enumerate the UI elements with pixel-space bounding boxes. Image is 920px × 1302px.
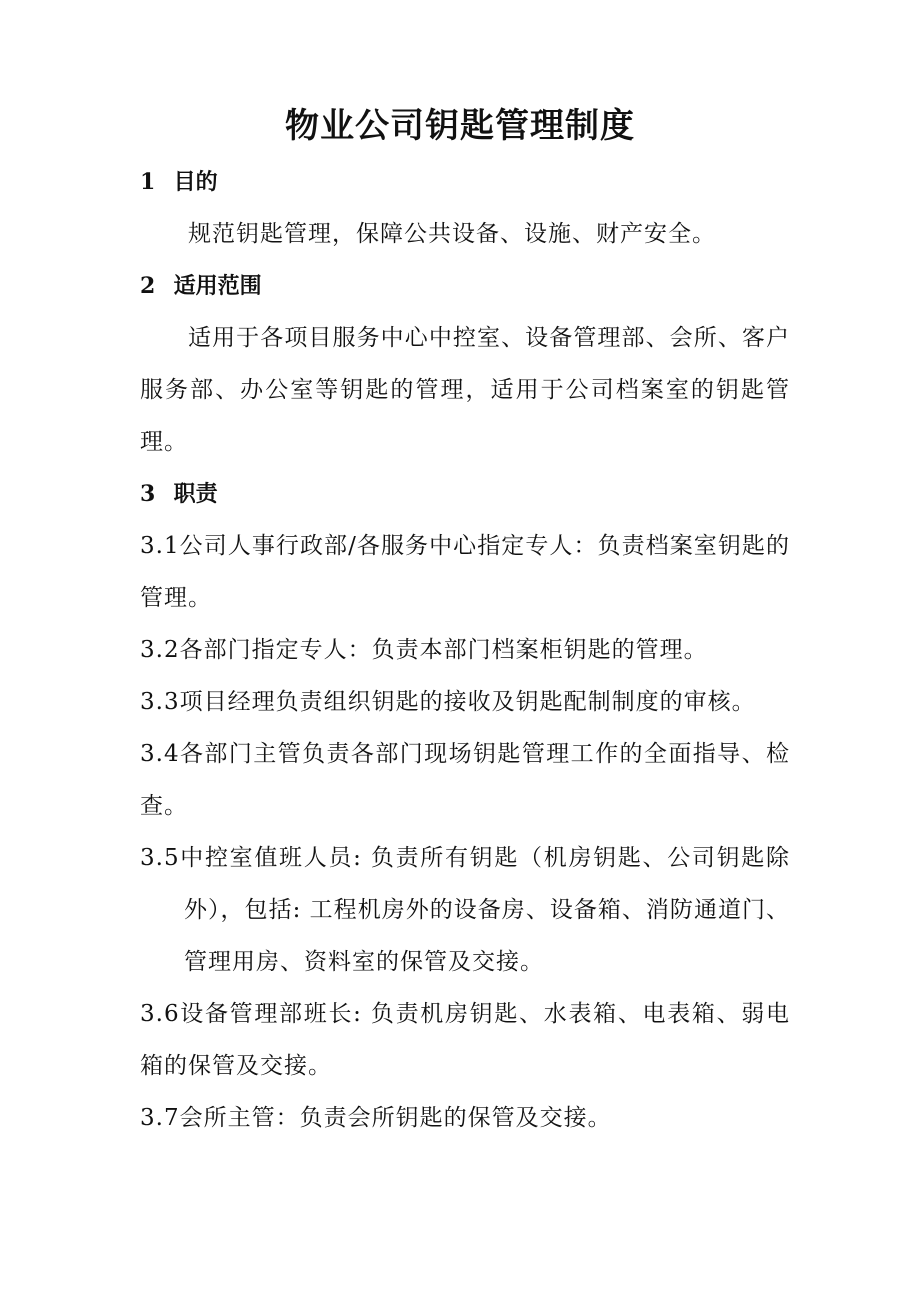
- responsibility-item-3-5: 3.5中控室值班人员: 负责所有钥匙（机房钥匙、公司钥匙除外），包括: 工程机房外的设备房、设备箱、消防通道门、管理用房、资料室的保管及交接。: [140, 845, 790, 975]
- section-heading-scope: [140, 260, 790, 312]
- section-paragraph-purpose: 规范钥匙管理，保障公共设备、设施、财产安全。: [188, 221, 716, 247]
- section-title: 适用范围: [173, 273, 262, 299]
- section-number: 1: [140, 169, 156, 195]
- responsibility-item-3-2: 3.2各部门指定专人：负责本部门档案柜钥匙的管理。: [140, 637, 708, 663]
- section-title: 目的: [173, 169, 218, 195]
- responsibility-item-3-6: 3.6设备管理部班长: 负责机房钥匙、水表箱、电表箱、弱电箱的保管及交接。: [140, 1001, 790, 1079]
- section-number: 3: [140, 481, 156, 507]
- responsibility-item-3-7: 3.7会所主管：负责会所钥匙的保管及交接。: [140, 1105, 612, 1131]
- document-title: 物业公司钥匙管理制度: [285, 106, 635, 146]
- document-body: [140, 156, 790, 1144]
- section-heading-responsibilities: [140, 468, 790, 520]
- section-heading-purpose: [140, 156, 790, 208]
- section-number: 2: [140, 273, 156, 299]
- section-title: 职责: [173, 481, 218, 507]
- responsibility-item-3-3: 3.3项目经理负责组织钥匙的接收及钥匙配制制度的审核。: [140, 689, 756, 715]
- section-paragraph-scope: 适用于各项目服务中心中控室、设备管理部、会所、客户服务部、办公室等钥匙的管理，适用于公司档案室的钥匙管理。: [140, 325, 790, 455]
- responsibility-item-3-1: 3.1公司人事行政部/各服务中心指定专人：负责档案室钥匙的管理。: [140, 533, 790, 611]
- responsibility-item-3-4: 3.4各部门主管负责各部门现场钥匙管理工作的全面指导、检查。: [140, 741, 790, 819]
